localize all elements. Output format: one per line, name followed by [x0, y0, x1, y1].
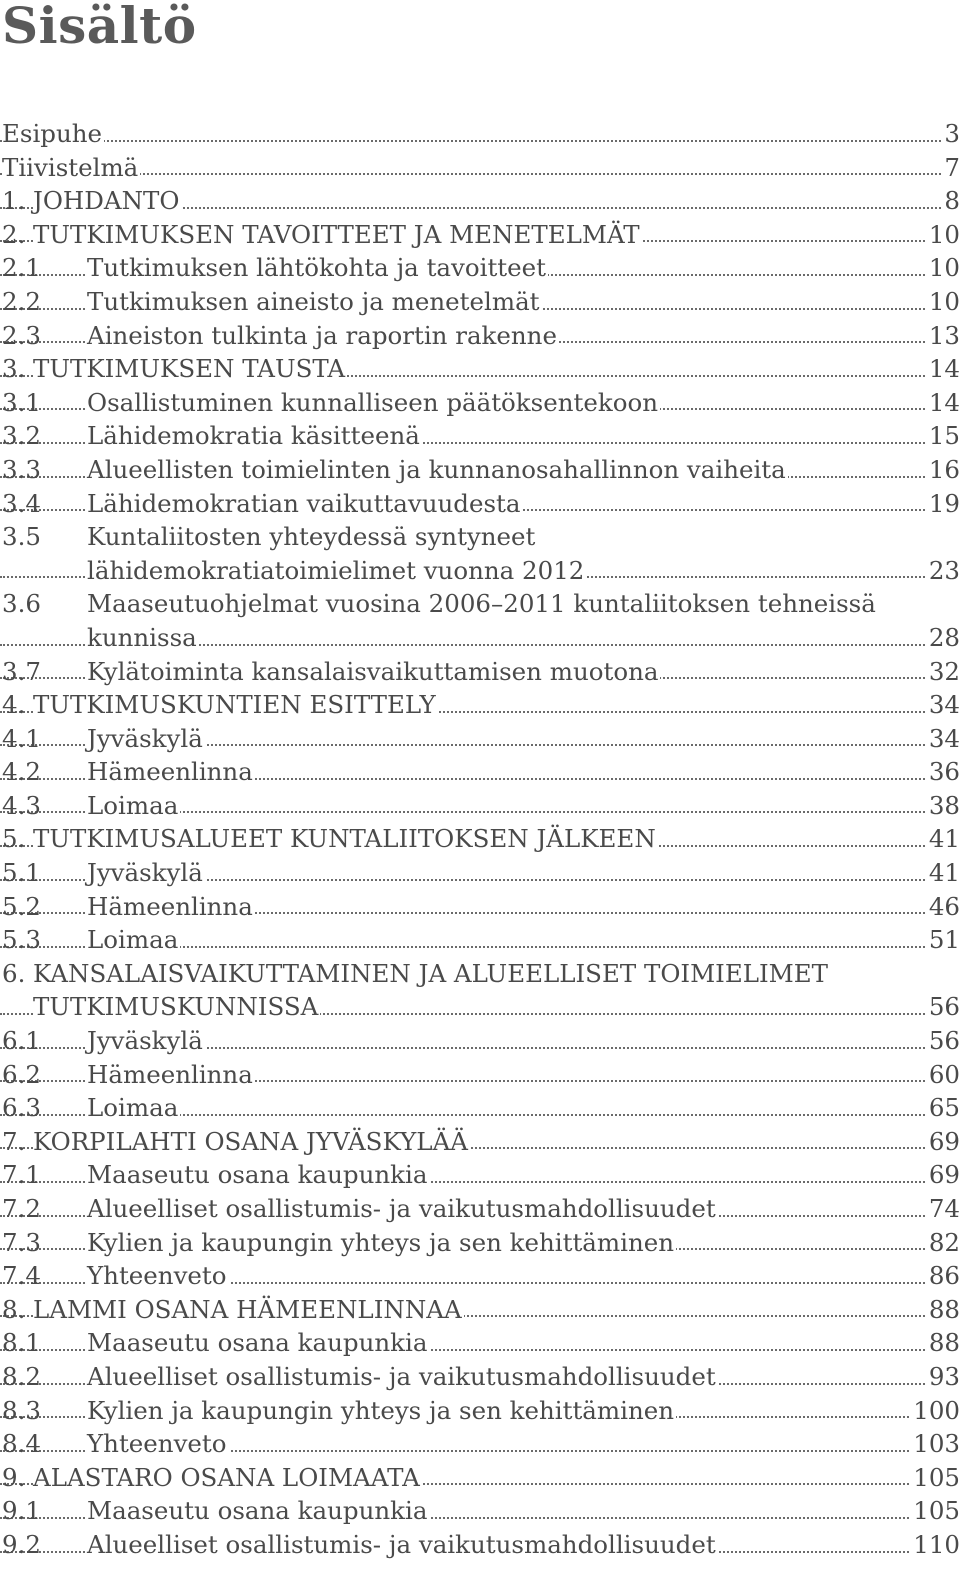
- toc-entry-page-number: 34: [927, 688, 960, 722]
- toc-entry[interactable]: [0, 453, 960, 487]
- toc-entry[interactable]: [0, 352, 960, 386]
- toc-entry[interactable]: [0, 1125, 960, 1159]
- toc-entry-page-number: 19: [927, 487, 960, 521]
- toc-entry-page-number: 69: [927, 1125, 960, 1159]
- toc-entry-page-number: 41: [927, 822, 960, 856]
- toc-entry-title: LAMMI OSANA HÄMEENLINNAA: [33, 1293, 464, 1327]
- toc-entry-number: 7.: [2, 1126, 26, 1156]
- toc-entry-title: Hämeenlinna: [87, 755, 255, 789]
- toc-entry-title: Tutkimuksen lähtökohta ja tavoitteet: [87, 251, 548, 285]
- toc-entry[interactable]: [0, 722, 960, 756]
- toc-entry-number: 5.3: [2, 925, 41, 955]
- toc-entry[interactable]: [0, 1024, 960, 1058]
- toc-entry-number: 2.: [2, 219, 26, 249]
- toc-entry-number: 3.4: [2, 488, 41, 518]
- toc-entry-number: 8.: [2, 1294, 26, 1324]
- toc-entry[interactable]: [0, 822, 960, 856]
- toc-entry-title: JOHDANTO: [33, 184, 181, 218]
- toc-entry-number: 8.2: [2, 1361, 41, 1391]
- toc-entry-title: Jyväskylä: [87, 856, 205, 890]
- toc-entry-title: TUTKIMUKSEN TAVOITTEET JA MENETELMÄT: [33, 218, 642, 252]
- toc-entry-title: Esipuhe: [2, 117, 104, 151]
- toc-entry[interactable]: [0, 789, 960, 823]
- toc-entry-number: 6.: [2, 958, 26, 988]
- toc-entry-title: Jyväskylä: [87, 1024, 205, 1058]
- toc-entry-title: Lähidemokratian vaikuttavuudesta: [87, 487, 523, 521]
- dot-leader: [0, 171, 960, 175]
- toc-entry-title: Maaseutuohjelmat vuosina 2006–2011 kuntaliitoksen tehneissä: [87, 587, 878, 621]
- toc-entry-number: 4.2: [2, 757, 41, 787]
- toc-entry-number: 2.3: [2, 320, 41, 350]
- toc-entry-number: 4.3: [2, 790, 41, 820]
- toc-entry-page-number: 110: [911, 1528, 960, 1562]
- toc-entry-number: 7.2: [2, 1194, 41, 1223]
- toc-entry-page-number: 105: [911, 1461, 960, 1495]
- toc-entry[interactable]: [0, 655, 960, 689]
- toc-entry-page-number: 8: [942, 184, 960, 218]
- toc-entry-page-number: 65: [927, 1091, 960, 1125]
- toc-entry[interactable]: [0, 285, 960, 319]
- toc-entry[interactable]: [0, 1058, 960, 1092]
- toc-entry-title: Tutkimuksen aineisto ja menetelmät: [87, 285, 542, 319]
- toc-entry-number: 3.7: [2, 656, 41, 686]
- toc-entry-page-number: 28: [927, 621, 960, 655]
- toc-entry-number: 8.1: [2, 1328, 41, 1358]
- toc-entry-page-number: 23: [927, 554, 960, 588]
- toc-entry-page-number: 10: [927, 285, 960, 319]
- toc-entry-number: 3.1: [2, 387, 41, 417]
- toc-entry[interactable]: [0, 1158, 960, 1192]
- toc-entry[interactable]: [0, 856, 960, 890]
- toc-entry-number: 8.3: [2, 1395, 41, 1425]
- toc-entry[interactable]: [0, 755, 960, 789]
- toc-entry-page-number: 56: [927, 1024, 960, 1058]
- toc-entry[interactable]: [0, 587, 960, 654]
- toc-entry[interactable]: [0, 1528, 960, 1562]
- toc-entry-number: 7.3: [2, 1227, 41, 1257]
- toc-entry-page-number: 41: [927, 856, 960, 890]
- toc-entry-page-number: 46: [927, 890, 960, 924]
- page-title: Sisältö: [2, 0, 197, 55]
- toc-entry-title: Maaseutu osana kaupunkia: [87, 1158, 429, 1192]
- toc-entry-title: Alueelliset osallistumis- ja vaikutusmahdollisuudet: [87, 1528, 718, 1562]
- toc-entry-number: 9.2: [2, 1529, 41, 1559]
- toc-entry-title-continued: lähidemokratiatoimielimet vuonna 2012: [87, 554, 586, 588]
- toc-entry-title: Maaseutu osana kaupunkia: [87, 1494, 429, 1528]
- toc-entry-number: 7.4: [2, 1261, 41, 1291]
- toc-entry-title: Lähidemokratia käsitteenä: [87, 419, 422, 453]
- toc-entry-title: Kylien ja kaupungin yhteys ja sen kehittäminen: [87, 1226, 676, 1260]
- toc-entry-number: 4.: [2, 690, 26, 720]
- toc-entry[interactable]: [0, 1192, 960, 1226]
- toc-entry[interactable]: [0, 1494, 960, 1528]
- toc-entry-title: KANSALAISVAIKUTTAMINEN JA ALUEELLISET TOIMIELIMET: [33, 957, 830, 991]
- toc-entry-title: Maaseutu osana kaupunkia: [87, 1326, 429, 1360]
- toc-entry[interactable]: [0, 1427, 960, 1461]
- toc-entry-number: 5.1: [2, 858, 41, 888]
- toc-entry[interactable]: [0, 1259, 960, 1293]
- toc-entry-number: 8.4: [2, 1429, 41, 1459]
- toc-entry-number: 6.3: [2, 1093, 41, 1123]
- toc-entry-title: Alueellisten toimielinten ja kunnanosahallinnon vaiheita: [87, 453, 788, 487]
- toc-entry[interactable]: [0, 1360, 960, 1394]
- toc-entry-page-number: 69: [927, 1158, 960, 1192]
- toc-entry[interactable]: [0, 1091, 960, 1125]
- toc-entry-page-number: 14: [927, 352, 960, 386]
- toc-entry-number: 3.3: [2, 454, 41, 484]
- toc-entry-page-number: 82: [927, 1226, 960, 1260]
- toc-entry[interactable]: [0, 890, 960, 924]
- toc-entry-title: Alueelliset osallistumis- ja vaikutusmahdollisuudet: [87, 1360, 718, 1394]
- toc-entry-title: Hämeenlinna: [87, 890, 255, 924]
- toc-entry[interactable]: [0, 688, 960, 722]
- toc-entry[interactable]: [0, 1293, 960, 1327]
- table-of-contents: [0, 117, 960, 1562]
- toc-entry[interactable]: [0, 151, 960, 185]
- toc-entry-title: Jyväskylä: [87, 722, 205, 756]
- toc-entry-page-number: 38: [927, 789, 960, 823]
- toc-entry-page-number: 103: [911, 1427, 960, 1461]
- toc-entry-page-number: 74: [927, 1192, 960, 1226]
- dot-leader: [0, 138, 960, 142]
- toc-entry[interactable]: [0, 1461, 960, 1495]
- toc-entry-title: Yhteenveto: [87, 1259, 229, 1293]
- toc-entry-title: Hämeenlinna: [87, 1058, 255, 1092]
- toc-entry-title: Aineiston tulkinta ja raportin rakenne: [87, 319, 559, 353]
- toc-entry-title: TUTKIMUSKUNTIEN ESITTELY: [33, 688, 438, 722]
- toc-entry-title: Tiivistelmä: [2, 151, 140, 185]
- toc-entry-title: Kuntaliitosten yhteydessä syntyneet: [87, 520, 537, 554]
- toc-entry-number: 3.5: [2, 522, 41, 552]
- toc-entry-page-number: 56: [927, 990, 960, 1024]
- toc-entry-title: KORPILAHTI OSANA JYVÄSKYLÄÄ: [33, 1125, 470, 1159]
- toc-entry-page-number: 88: [927, 1293, 960, 1327]
- toc-entry[interactable]: [0, 419, 960, 453]
- toc-entry-title: Kylätoiminta kansalaisvaikuttamisen muotona: [87, 655, 660, 689]
- toc-entry[interactable]: [0, 218, 960, 252]
- toc-entry-page-number: 15: [927, 419, 960, 453]
- toc-entry[interactable]: [0, 319, 960, 353]
- toc-entry-number: 1.: [2, 186, 26, 216]
- toc-entry-number: 3.2: [2, 421, 41, 451]
- toc-entry-title: Loimaa: [87, 789, 180, 823]
- toc-entry-title: Kylien ja kaupungin yhteys ja sen kehittäminen: [87, 1394, 676, 1428]
- toc-entry[interactable]: [0, 117, 960, 151]
- toc-entry-number: 9.1: [2, 1496, 41, 1526]
- toc-entry-page-number: 105: [911, 1494, 960, 1528]
- toc-entry[interactable]: [0, 1394, 960, 1428]
- toc-entry-number: 4.1: [2, 723, 41, 753]
- toc-entry-page-number: 88: [927, 1326, 960, 1360]
- toc-entry[interactable]: [0, 1226, 960, 1260]
- toc-entry-page-number: 32: [927, 655, 960, 689]
- toc-entry-number: 6.1: [2, 1026, 41, 1056]
- toc-entry-page-number: 16: [927, 453, 960, 487]
- toc-entry-title: Loimaa: [87, 923, 180, 957]
- toc-entry[interactable]: [0, 386, 960, 420]
- toc-entry[interactable]: [0, 520, 960, 587]
- toc-entry-page-number: 100: [911, 1394, 960, 1428]
- toc-entry-page-number: 34: [927, 722, 960, 756]
- toc-entry-page-number: 14: [927, 386, 960, 420]
- toc-entry-number: 7.1: [2, 1160, 41, 1190]
- toc-entry-title: Yhteenveto: [87, 1427, 229, 1461]
- toc-entry-title: TUTKIMUSALUEET KUNTALIITOKSEN JÄLKEEN: [33, 822, 658, 856]
- toc-entry-page-number: 60: [927, 1058, 960, 1092]
- toc-entry[interactable]: [0, 251, 960, 285]
- toc-entry-title: ALASTARO OSANA LOIMAATA: [33, 1461, 422, 1495]
- toc-entry-title: TUTKIMUKSEN TAUSTA: [33, 352, 347, 386]
- toc-entry-title-continued: TUTKIMUSKUNNISSA: [33, 990, 320, 1024]
- toc-entry[interactable]: [0, 487, 960, 521]
- toc-entry-number: 2.2: [2, 286, 41, 316]
- toc-entry[interactable]: [0, 923, 960, 957]
- toc-entry-number: 5.: [2, 824, 26, 854]
- toc-entry-title-continued: kunnissa: [87, 621, 199, 655]
- toc-entry-number: 3.: [2, 354, 26, 384]
- toc-entry-title: Alueelliset osallistumis- ja vaikutusmahdollisuudet: [87, 1192, 718, 1226]
- toc-entry-page-number: 13: [927, 319, 960, 353]
- toc-entry-number: 2.1: [2, 253, 41, 283]
- toc-entry-number: 3.6: [2, 589, 41, 619]
- toc-entry[interactable]: [0, 184, 960, 218]
- toc-entry-page-number: 36: [927, 755, 960, 789]
- toc-entry[interactable]: [0, 1326, 960, 1360]
- toc-entry-page-number: 10: [927, 218, 960, 252]
- toc-entry-number: 6.2: [2, 1059, 41, 1089]
- toc-entry-title: Osallistuminen kunnalliseen päätöksentekoon: [87, 386, 660, 420]
- toc-entry-number: 5.2: [2, 891, 41, 921]
- toc-entry-page-number: 93: [927, 1360, 960, 1394]
- toc-entry-number: 9.: [2, 1462, 26, 1492]
- toc-entry-page-number: 7: [942, 151, 960, 185]
- toc-entry[interactable]: [0, 957, 960, 1024]
- toc-entry-page-number: 86: [927, 1259, 960, 1293]
- toc-entry-page-number: 51: [927, 923, 960, 957]
- toc-entry-page-number: 10: [927, 251, 960, 285]
- toc-entry-title: Loimaa: [87, 1091, 180, 1125]
- toc-entry-page-number: 3: [942, 117, 960, 151]
